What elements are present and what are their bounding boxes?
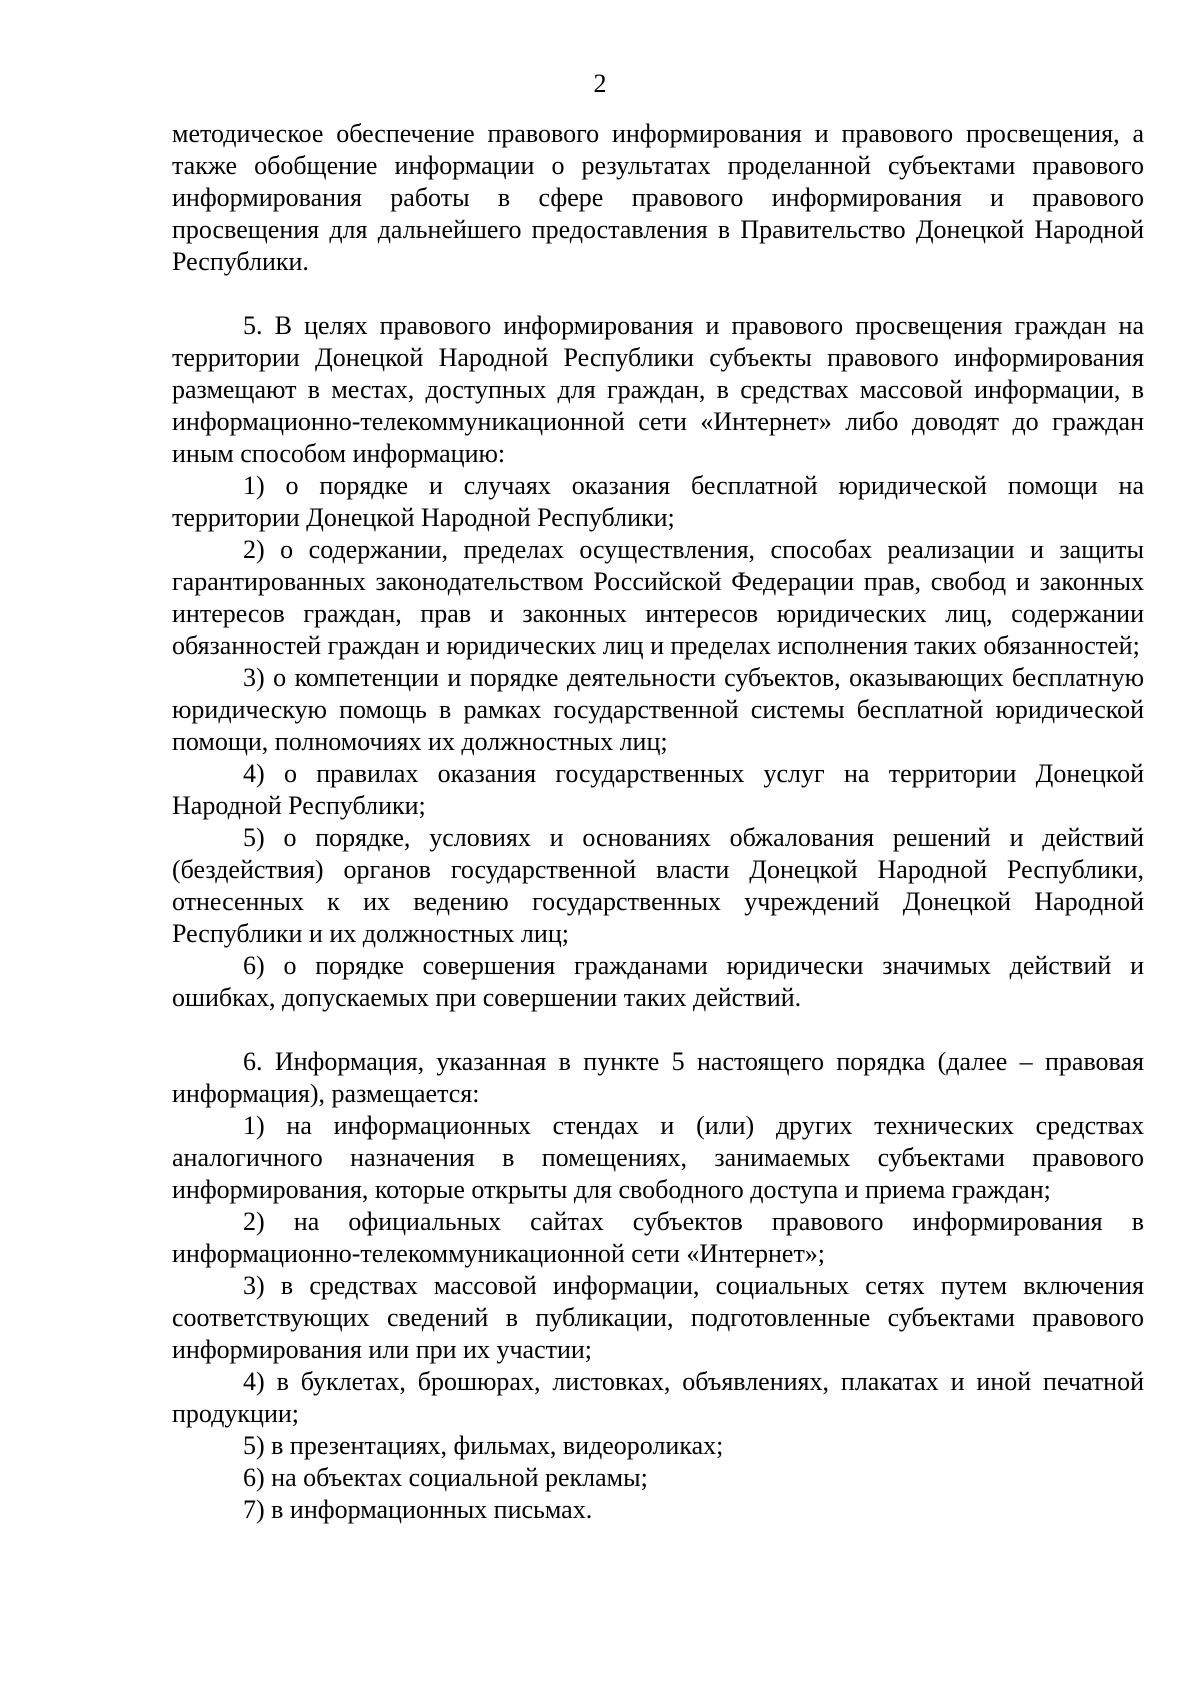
document-body bbox=[172, 118, 1144, 1526]
paragraph-continuation: методическое обеспечение правового информирования и правового просвещения, а также обобщение информации о результатах проделанной субъектами правового информирования работы в сфере правового информирования и правового просвещения для дальнейшего предоставления в Правительство Донецкой Народной Республики. bbox=[172, 119, 1144, 276]
clause-5-item-4: 4) о правилах оказания государственных услуг на территории Донецкой Народной Республики; bbox=[172, 759, 1144, 820]
clause-5-item-5: 5) о порядке, условиях и основаниях обжалования решений и действий (бездействия) органов государственной власти Донецкой Народной Республики, отнесенных к их ведению государственных учреждений Донецкой Народной Республики и их должностных лиц; bbox=[172, 823, 1144, 948]
paragraph-gap bbox=[172, 278, 1144, 310]
clause-5-item-3: 3) о компетенции и порядке деятельности субъектов, оказывающих бесплатную юридическую помощь в рамках государственной системы бесплатной юридической помощи, полномочиях их должностных лиц; bbox=[172, 663, 1144, 756]
clause-6-item-7: 7) в информационных письмах. bbox=[243, 1495, 593, 1524]
clause-6-item-3: 3) в средствах массовой информации, социальных сетях путем включения соответствующих сведений в публикации, подготовленные субъектами правового информирования или при их участии; bbox=[172, 1271, 1144, 1364]
clause-6-item-5: 5) в презентациях, фильмах, видеороликах; bbox=[243, 1431, 724, 1460]
clause-6-item-6: 6) на объектах социальной рекламы; bbox=[243, 1463, 648, 1492]
clause-6-item-1: 1) на информационных стендах и (или) других технических средствах аналогичного назначения в помещениях, занимаемых субъектами правового информирования, которые открыты для свободного доступа и приема граждан; bbox=[172, 1111, 1144, 1204]
clause-5: 5. В целях правового информирования и правового просвещения граждан на территории Донецкой Народной Республики субъекты правового информирования размещают в местах, доступных для граждан, в средствах массовой информации, в информационно-телекоммуникационной сети «Интернет» либо доводят до граждан иным способом информацию: bbox=[172, 311, 1144, 468]
clause-5-item-6: 6) о порядке совершения гражданами юридически значимых действий и ошибках, допускаемых при совершении таких действий. bbox=[172, 951, 1144, 1012]
clause-6-item-2: 2) на официальных сайтах субъектов правового информирования в информационно-телекоммуникационной сети «Интернет»; bbox=[172, 1207, 1144, 1268]
paragraph-gap bbox=[172, 1014, 1144, 1046]
page-number: 2 bbox=[593, 69, 607, 98]
clause-6-item-4: 4) в буклетах, брошюрах, листовках, объявлениях, плакатах и иной печатной продукции; bbox=[172, 1367, 1144, 1428]
clause-6: 6. Информация, указанная в пункте 5 настоящего порядка (далее – правовая информация), размещается: bbox=[172, 1047, 1144, 1108]
clause-5-item-1: 1) о порядке и случаях оказания бесплатной юридической помощи на территории Донецкой Народной Республики; bbox=[172, 471, 1144, 532]
clause-5-item-2: 2) о содержании, пределах осуществления, способах реализации и защиты гарантированных законодательством Российской Федерации прав, свобод и законных интересов граждан, прав и законных интересов юридических лиц, содержании обязанностей граждан и юридических лиц и пределах исполнения таких обязанностей; bbox=[172, 535, 1144, 660]
